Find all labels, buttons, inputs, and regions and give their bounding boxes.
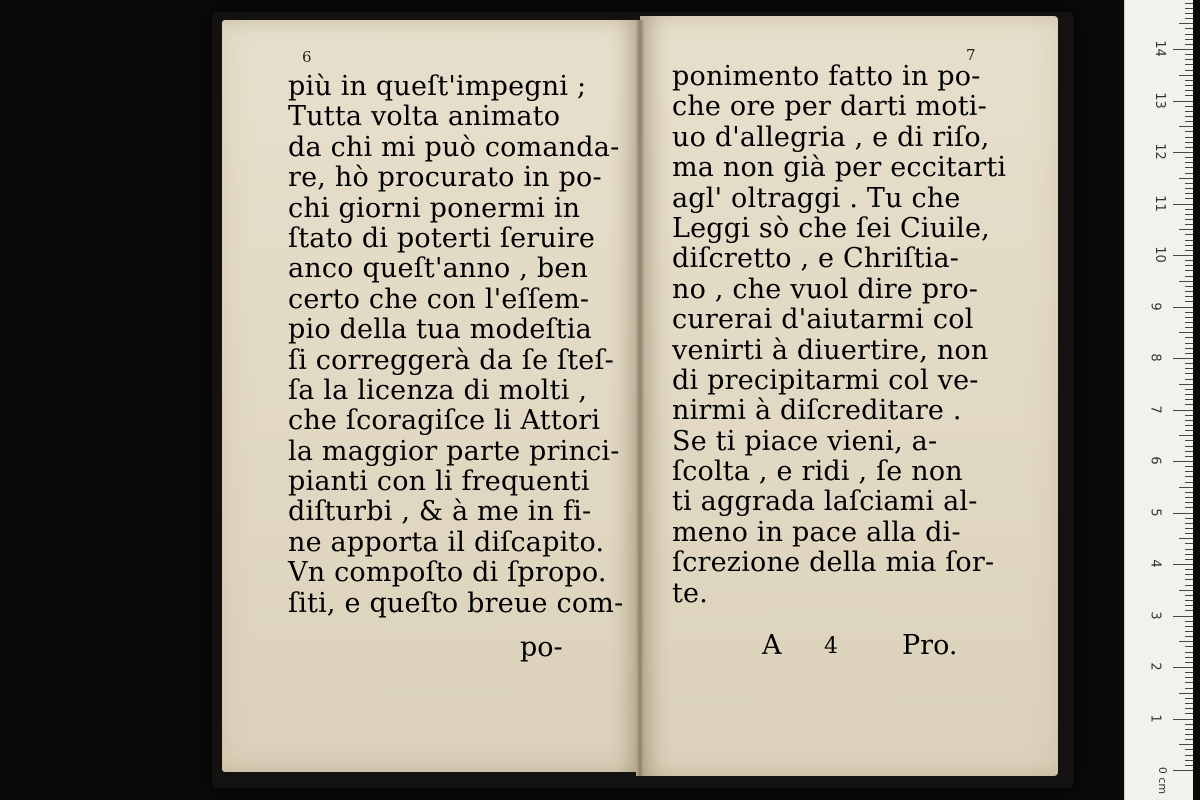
ruler-tick	[1185, 80, 1193, 81]
ruler-tick	[1185, 70, 1193, 71]
ruler-tick	[1179, 281, 1193, 282]
text-line: Tutta volta animato	[288, 101, 561, 133]
measuring-ruler	[1124, 0, 1193, 800]
ruler-tick	[1185, 157, 1193, 158]
ruler-tick	[1185, 368, 1193, 369]
ruler-tick	[1185, 610, 1193, 611]
ruler-tick	[1173, 513, 1193, 514]
ruler-tick	[1185, 173, 1193, 174]
ruler-label: 3	[1147, 610, 1163, 620]
ruler-tick	[1179, 435, 1193, 436]
ruler-tick	[1185, 198, 1193, 199]
ruler-tick	[1173, 101, 1193, 102]
text-line: ponimento fatto in po-	[672, 61, 981, 92]
ruler-tick	[1185, 559, 1193, 560]
ruler-tick	[1185, 698, 1193, 699]
ruler-tick	[1185, 518, 1193, 519]
left-page-text	[288, 71, 624, 619]
ruler-tick	[1185, 543, 1193, 544]
ruler-tick	[1185, 502, 1193, 503]
ruler-tick	[1185, 399, 1193, 400]
ruler-tick	[1185, 44, 1193, 45]
ruler-tick	[1185, 734, 1193, 735]
ruler-tick	[1185, 677, 1193, 678]
ruler-tick	[1185, 471, 1193, 472]
ruler-tick	[1185, 183, 1193, 184]
ruler-tick	[1185, 54, 1193, 55]
ruler-tick	[1185, 322, 1193, 323]
text-line: pianti con li frequenti	[288, 466, 590, 498]
ruler-tick	[1185, 343, 1193, 344]
ruler-tick	[1185, 137, 1193, 138]
ruler-tick	[1185, 755, 1193, 756]
text-line: re, hò procurato in po-	[288, 162, 602, 194]
ruler-tick	[1173, 410, 1193, 411]
ruler-tick	[1179, 23, 1193, 24]
ruler-tick	[1185, 234, 1193, 235]
ruler-tick	[1185, 64, 1193, 65]
ruler-tick	[1185, 224, 1193, 225]
ruler-tick	[1185, 415, 1193, 416]
ruler-tick	[1173, 307, 1193, 308]
ruler-tick	[1185, 116, 1193, 117]
ruler-tick	[1185, 703, 1193, 704]
ruler-tick	[1185, 579, 1193, 580]
text-line: ſi correggerà da ſe ſteſ-	[288, 344, 614, 376]
text-line: curerai d'aiutarmi col	[672, 304, 974, 336]
ruler-tick	[1185, 167, 1193, 168]
ruler-tick	[1185, 466, 1193, 467]
ruler-tick	[1185, 765, 1193, 766]
text-line: agl' oltraggi . Tu che	[672, 182, 961, 214]
ruler-tick	[1185, 147, 1193, 148]
signature-number: 4	[824, 634, 838, 659]
ruler-tick	[1185, 379, 1193, 380]
ruler-label: 1	[1147, 713, 1163, 723]
ruler-label: 10	[1151, 246, 1167, 263]
ruler-tick	[1185, 585, 1193, 586]
ruler-tick	[1185, 497, 1193, 498]
ruler-tick	[1185, 250, 1193, 251]
ruler-tick	[1185, 749, 1193, 750]
ruler-tick	[1185, 394, 1193, 395]
ruler-tick	[1179, 178, 1193, 179]
ruler-tick	[1185, 13, 1193, 14]
text-line: ſa la licenza di molti ,	[288, 374, 588, 406]
text-line: ſcolta , e ridi , ſe non	[672, 456, 963, 488]
ruler-tick	[1185, 600, 1193, 601]
right-catchword: Pro.	[902, 630, 958, 661]
text-line: nirmi à diſcreditare .	[672, 395, 962, 427]
book-gutter	[636, 20, 644, 776]
ruler-tick	[1185, 193, 1193, 194]
ruler-label: 4	[1147, 559, 1163, 568]
ruler-tick	[1179, 75, 1193, 76]
ruler-tick	[1185, 28, 1193, 29]
ruler-tick	[1185, 574, 1193, 575]
ruler-tick	[1185, 662, 1193, 663]
ruler-label: 7	[1147, 404, 1163, 414]
ruler-tick	[1179, 693, 1193, 694]
ruler-tick	[1185, 373, 1193, 374]
ruler-tick	[1185, 18, 1193, 19]
ruler-tick	[1173, 719, 1193, 720]
ruler-label: 12	[1151, 143, 1167, 160]
left-catchword: po-	[520, 632, 563, 663]
text-line: diſturbi , & à me in fi-	[288, 496, 592, 528]
ruler-tick	[1185, 595, 1193, 596]
ruler-tick	[1185, 425, 1193, 426]
ruler-tick	[1185, 389, 1193, 390]
text-line: diſcretto , e Chriſtia-	[672, 243, 960, 275]
ruler-tick	[1185, 456, 1193, 457]
ruler-tick	[1185, 265, 1193, 266]
text-line: meno in pace alla di-	[672, 516, 961, 548]
ruler-tick	[1185, 337, 1193, 338]
ruler-tick	[1185, 348, 1193, 349]
ruler-tick	[1185, 276, 1193, 277]
ruler-tick	[1185, 430, 1193, 431]
text-line: venirti à diuertire, non	[672, 334, 989, 366]
ruler-tick	[1185, 621, 1193, 622]
ruler-tick	[1173, 204, 1193, 205]
ruler-tick	[1173, 358, 1193, 359]
ruler-label: 6	[1147, 456, 1163, 465]
ruler-tick	[1185, 708, 1193, 709]
ruler-tick	[1185, 569, 1193, 570]
ruler-tick	[1179, 384, 1193, 385]
ruler-tick	[1173, 770, 1193, 771]
ruler-tick	[1179, 332, 1193, 333]
text-line: chi giorni ponermi in	[288, 192, 581, 224]
ruler-tick	[1185, 291, 1193, 292]
right-page-text	[672, 61, 1007, 609]
text-line: ſiti, e queſto breue com-	[288, 587, 624, 619]
ruler-tick	[1185, 713, 1193, 714]
ruler-tick	[1185, 492, 1193, 493]
ruler-tick	[1173, 255, 1193, 256]
text-line: no , che vuol dire pro-	[672, 273, 979, 305]
ruler-tick	[1173, 49, 1193, 50]
ruler-tick	[1185, 39, 1193, 40]
ruler-tick	[1185, 219, 1193, 220]
ruler-tick	[1185, 245, 1193, 246]
ruler-tick	[1185, 451, 1193, 452]
ruler-unit-label: 0 cm	[1156, 766, 1170, 795]
text-line: ma non già per eccitarti	[672, 152, 1007, 184]
right-page-number: 7	[966, 46, 976, 64]
ruler-tick	[1185, 121, 1193, 122]
ruler-tick	[1185, 646, 1193, 647]
ruler-tick	[1185, 188, 1193, 189]
ruler-tick	[1179, 229, 1193, 230]
text-line: pio della tua modeſtia	[288, 314, 592, 346]
ruler-tick	[1185, 34, 1193, 35]
ruler-tick	[1173, 152, 1193, 153]
ruler-tick	[1185, 446, 1193, 447]
text-line: la maggior parte princi-	[288, 435, 620, 467]
ruler-label: 8	[1147, 353, 1163, 362]
text-line: di precipitarmi col ve-	[672, 364, 979, 396]
text-line: che ſcoragiſce li Attori	[288, 405, 601, 437]
ruler-tick	[1185, 260, 1193, 261]
ruler-tick	[1185, 3, 1193, 4]
text-line: te.	[672, 577, 709, 609]
ruler-label: 9	[1147, 301, 1163, 311]
ruler-tick	[1185, 286, 1193, 287]
ruler-tick	[1173, 667, 1193, 668]
ruler-tick	[1179, 744, 1193, 745]
ruler-tick	[1185, 482, 1193, 483]
text-line: che ore per darti moti-	[672, 91, 987, 123]
ruler-tick	[1185, 636, 1193, 637]
ruler-tick	[1185, 327, 1193, 328]
ruler-tick	[1173, 616, 1193, 617]
ruler-tick	[1185, 59, 1193, 60]
text-line: Vn compoſto di ſpropo.	[288, 557, 607, 589]
ruler-tick	[1185, 739, 1193, 740]
ruler-tick	[1185, 209, 1193, 210]
ruler-label: 13	[1151, 91, 1167, 109]
ruler-tick	[1185, 724, 1193, 725]
ruler-tick	[1185, 605, 1193, 606]
ruler-tick	[1185, 363, 1193, 364]
ruler-tick	[1185, 214, 1193, 215]
text-line: ne apporta il diſcapito.	[288, 526, 605, 558]
ruler-tick	[1185, 652, 1193, 653]
ruler-tick	[1185, 440, 1193, 441]
ruler-tick	[1185, 85, 1193, 86]
ruler-tick	[1185, 631, 1193, 632]
text-line: da chi mi può comanda-	[288, 131, 620, 163]
ruler-tick	[1185, 533, 1193, 534]
ruler-tick	[1185, 95, 1193, 96]
ruler-tick	[1185, 626, 1193, 627]
ruler-tick	[1185, 760, 1193, 761]
ruler-tick	[1179, 126, 1193, 127]
ruler-tick	[1185, 90, 1193, 91]
text-line: Se ti piace vieni, a-	[672, 425, 938, 457]
text-line: ti aggrada laſciami al-	[672, 486, 978, 518]
ruler-tick	[1185, 528, 1193, 529]
ruler-tick	[1185, 8, 1193, 9]
ruler-label: 14	[1151, 40, 1167, 57]
text-line: Leggi sò che ſei Ciuile,	[672, 212, 990, 244]
ruler-label: 11	[1151, 194, 1167, 212]
ruler-tick	[1173, 564, 1193, 565]
ruler-tick	[1185, 142, 1193, 143]
ruler-tick	[1185, 523, 1193, 524]
text-line: ſcrezione della mia ſor-	[672, 547, 995, 579]
ruler-tick	[1185, 162, 1193, 163]
ruler-tick	[1185, 507, 1193, 508]
text-line: anco queſt'anno , ben	[288, 253, 589, 285]
ruler-tick	[1185, 549, 1193, 550]
ruler-tick	[1185, 111, 1193, 112]
ruler-tick	[1185, 296, 1193, 297]
ruler-tick	[1185, 312, 1193, 313]
left-page-number: 6	[302, 48, 312, 66]
ruler-tick	[1185, 404, 1193, 405]
ruler-tick	[1185, 240, 1193, 241]
text-line: più in queſt'impegni ;	[288, 71, 587, 102]
ruler-tick	[1185, 672, 1193, 673]
ruler-tick	[1185, 688, 1193, 689]
ruler-tick	[1185, 317, 1193, 318]
ruler-tick	[1185, 476, 1193, 477]
ruler-tick	[1185, 420, 1193, 421]
ruler-label: 2	[1147, 662, 1163, 671]
ruler-tick	[1179, 487, 1193, 488]
ruler-tick	[1185, 301, 1193, 302]
text-line: ſtato di poterti ſeruire	[288, 222, 596, 254]
ruler-tick	[1185, 657, 1193, 658]
ruler-tick	[1185, 682, 1193, 683]
text-line: uo d'allegria , e di riſo,	[672, 121, 990, 153]
ruler-tick	[1185, 131, 1193, 132]
ruler-tick	[1185, 270, 1193, 271]
ruler-tick	[1173, 461, 1193, 462]
ruler-tick	[1179, 590, 1193, 591]
ruler-tick	[1185, 729, 1193, 730]
ruler-tick	[1179, 538, 1193, 539]
ruler-tick	[1185, 554, 1193, 555]
ruler-label: 5	[1147, 507, 1163, 517]
ruler-tick	[1185, 353, 1193, 354]
text-line: certo che con l'eſſem-	[288, 283, 590, 315]
ruler-tick	[1185, 106, 1193, 107]
signature-mark: A	[762, 630, 782, 661]
ruler-tick	[1179, 641, 1193, 642]
